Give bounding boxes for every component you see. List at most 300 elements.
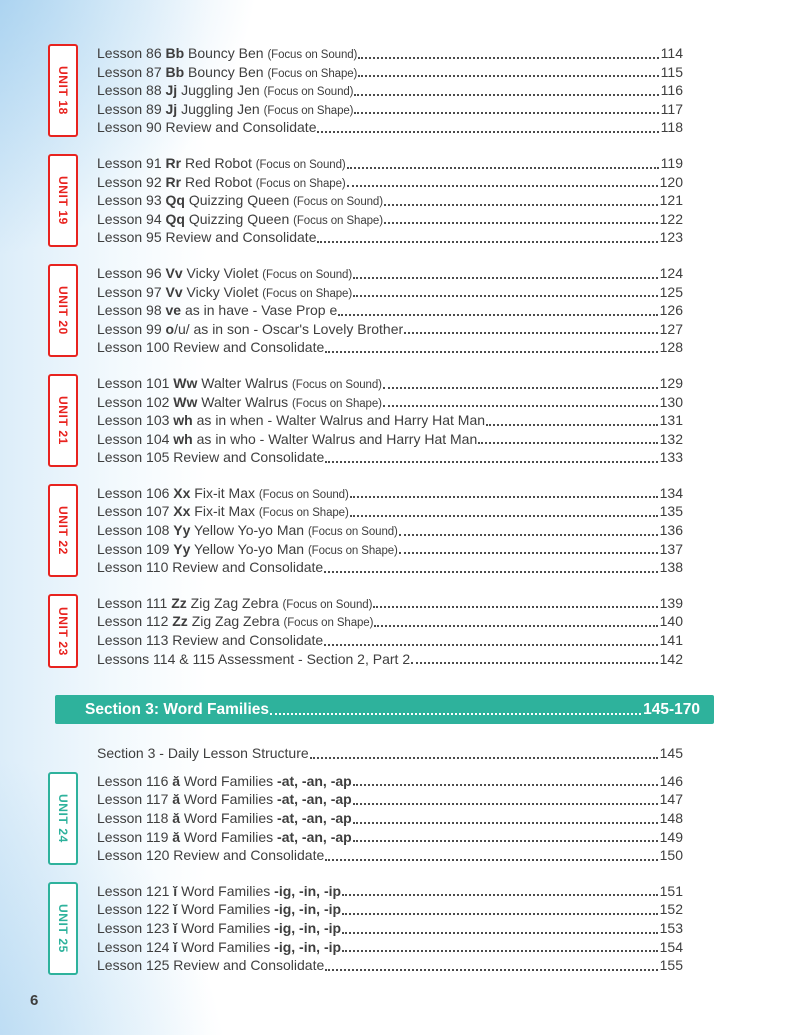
dotted-leader (353, 295, 658, 297)
entry-text-segment: Word Families (177, 938, 275, 955)
entry-text-segment: Zz (172, 613, 188, 630)
toc-entry (97, 650, 683, 669)
dotted-leader (350, 515, 658, 517)
unit-label (48, 154, 78, 247)
entry-text (97, 956, 324, 975)
entry-text (97, 790, 352, 809)
entry-text (97, 484, 349, 505)
entry-text (97, 81, 353, 102)
dotted-leader (347, 185, 658, 187)
section-title: Section 3: Word Families (85, 701, 270, 719)
unit-label (48, 374, 78, 467)
entry-text-segment: ĭ (173, 901, 178, 918)
entry-text-segment: Yy (173, 540, 191, 557)
entry-text-segment: Qq (165, 210, 185, 227)
entry-text (97, 264, 352, 285)
dotted-leader (325, 969, 657, 971)
toc-entry (97, 448, 683, 467)
entry-text (97, 301, 337, 320)
toc-entry (97, 521, 683, 540)
entry-page-number: 132 (659, 430, 683, 447)
entry-text (97, 63, 357, 84)
entry-text-segment: (Focus on Shape) (293, 214, 383, 227)
toc-entry (97, 338, 683, 357)
dotted-leader (358, 57, 658, 59)
toc-entry (97, 631, 683, 650)
toc-entry (97, 173, 683, 192)
toc-entry (97, 320, 683, 339)
entry-text-segment: ă (172, 810, 181, 826)
toc-entry (97, 612, 683, 631)
toc-entry (97, 919, 683, 938)
unit-group (48, 44, 730, 137)
entry-text-segment: Lesson 104 (97, 430, 174, 447)
dotted-leader (353, 277, 658, 279)
entry-text-segment: Lesson 87 (97, 63, 166, 80)
toc-entry (97, 956, 683, 975)
entry-text-segment: (Focus on Sound) (292, 378, 382, 391)
entry-text (97, 283, 352, 304)
entry-text-segment: as in when - Walter Walrus and Harry Hat Man (192, 412, 486, 429)
toc-entry (97, 502, 683, 521)
entry-text (97, 540, 398, 561)
entry-text-segment: o (165, 320, 175, 337)
entry-text-segment: Word Families (180, 828, 278, 845)
unit-group (48, 882, 730, 975)
entry-text-segment: (Focus on Shape) (258, 507, 349, 520)
entry-text-segment: Lesson 125 Review and Consolidate (97, 957, 325, 974)
dotted-leader (373, 606, 657, 608)
toc-entry (97, 882, 683, 901)
entry-text-segment: Rr (165, 173, 182, 190)
entry-text-segment: Zig Zag Zebra (187, 613, 284, 630)
entry-text-segment: Lesson 90 Review and Consolidate (97, 119, 317, 136)
unit-entries (97, 882, 683, 975)
entry-text-segment: Vv (165, 283, 183, 300)
toc-entry (97, 790, 683, 809)
entry-text-segment: Lesson 109 (97, 540, 174, 557)
entry-text-segment: Walter Walrus (197, 393, 293, 410)
unit-entries (97, 374, 683, 467)
entry-text-segment: Fix-it Max (190, 484, 259, 501)
entry-page-number: 146 (659, 772, 683, 789)
section-header-bar (55, 695, 714, 724)
dotted-leader (342, 932, 658, 934)
entry-page-number: 126 (659, 302, 683, 319)
entry-page-number: 114 (660, 45, 683, 61)
entry-page-number: 115 (660, 63, 683, 80)
toc-entry (97, 772, 683, 791)
entry-text-segment: Lesson 103 (97, 412, 174, 429)
dotted-leader (324, 571, 657, 573)
dotted-leader (374, 625, 657, 627)
entry-text-segment: (Focus on Sound) (293, 196, 383, 209)
unit-group (48, 264, 730, 357)
entry-page-number: 139 (659, 594, 683, 611)
unit-label (48, 594, 78, 668)
entry-text (97, 809, 352, 828)
entry-page-number: 153 (659, 919, 683, 936)
dotted-leader (353, 803, 658, 805)
toc-entry (97, 100, 683, 119)
entry-text-segment: -at, -an, -ap (277, 791, 352, 808)
entry-text-segment: (Focus on Sound) (255, 158, 346, 171)
entry-text-segment: Lesson 96 (97, 264, 166, 281)
entry-page-number: 141 (659, 632, 683, 649)
entry-page-number: 154 (659, 938, 683, 955)
entry-text-segment: Lesson 93 (97, 192, 166, 209)
toc-entry (97, 540, 683, 559)
entry-text-segment: Lesson 119 (97, 828, 173, 845)
toc-entry (97, 154, 683, 173)
dotted-leader (353, 822, 658, 824)
unit-label-text: UNIT 20 (56, 285, 70, 335)
entry-text-segment: Red Robot (181, 173, 256, 190)
entry-text-segment: Quizzing Queen (184, 192, 294, 209)
entry-page-number: 117 (660, 100, 683, 117)
entry-text-segment: -ig, -in, -ip (274, 882, 342, 899)
section-page-range: 145-170 (643, 701, 700, 719)
entry-text-segment: Lessons 114 & 115 Assessment - Section 2, Part 2 (97, 650, 411, 667)
entry-text (97, 374, 382, 395)
entry-text (97, 594, 372, 615)
entry-text-segment: Bb (165, 63, 185, 80)
entry-text-segment: Lesson 94 (97, 210, 166, 227)
unit-label-text: UNIT 25 (56, 903, 70, 953)
dotted-leader (384, 222, 658, 224)
entry-page-number: 133 (659, 449, 683, 466)
dotted-leader (383, 405, 658, 407)
unit-label (48, 264, 78, 357)
entry-page-number: 130 (659, 393, 683, 410)
entry-text-segment: Lesson 99 (97, 320, 166, 337)
entry-text-segment: Word Families (180, 772, 278, 789)
toc-entry (97, 430, 683, 449)
entry-page-number: 138 (659, 559, 683, 576)
entry-page-number: 149 (659, 828, 683, 845)
entry-page-number: 155 (659, 957, 683, 974)
entry-text (97, 191, 383, 212)
entry-text-segment: (Focus on Sound) (262, 268, 353, 281)
toc-entry (97, 228, 683, 247)
entry-page-number: 150 (659, 847, 683, 864)
unit-entries (97, 264, 683, 357)
unit-entries (97, 154, 683, 247)
dotted-leader (384, 204, 658, 206)
dotted-leader (353, 840, 658, 842)
toc-entry (97, 301, 683, 320)
dotted-leader (350, 496, 658, 498)
dotted-leader (310, 757, 658, 759)
unit-group (48, 594, 730, 668)
entry-text (97, 938, 341, 957)
entry-text-segment: (Focus on Shape) (255, 177, 346, 190)
entry-text-segment: Vicky Violet (182, 264, 263, 281)
entry-text-segment: Juggling Jen (177, 100, 264, 117)
entry-text-segment: Lesson 101 (97, 374, 174, 391)
unit-label-text: UNIT 19 (56, 176, 70, 225)
dotted-leader (358, 75, 658, 77)
entry-text (97, 118, 316, 137)
entry-text-segment: ĭ (173, 882, 178, 899)
entry-text (97, 320, 403, 339)
dotted-leader (399, 552, 658, 554)
dotted-leader (342, 913, 658, 915)
dotted-leader (317, 241, 657, 243)
entry-text-segment: Lesson 91 (97, 154, 166, 171)
entry-text-segment: Quizzing Queen (184, 210, 294, 227)
entry-text (97, 393, 382, 414)
toc-entry (97, 411, 683, 430)
entry-text-segment: Lesson 118 (97, 810, 173, 826)
entry-text (97, 100, 353, 121)
entry-text-segment: Jj (165, 100, 178, 117)
dotted-leader (383, 387, 658, 389)
entry-page-number: 152 (659, 901, 683, 918)
entry-page-number: 148 (659, 810, 683, 826)
entry-text-segment: ve (165, 302, 182, 319)
entry-text-segment: Zz (171, 594, 187, 611)
entry-text-segment: (Focus on Shape) (283, 617, 374, 630)
entry-text-segment: Bouncy Ben (184, 45, 268, 61)
entry-text-segment: (Focus on Shape) (307, 544, 398, 557)
entry-text-segment: Lesson 117 (97, 791, 173, 808)
entry-page-number: 145 (659, 745, 683, 762)
entry-text-segment: (Focus on Shape) (292, 397, 382, 410)
entry-text-segment: /u/ as in son - Oscar's Lovely Brother (174, 320, 404, 337)
toc-entry (97, 81, 683, 100)
entry-page-number: 131 (659, 412, 683, 429)
entry-text-segment: Lesson 97 (97, 283, 166, 300)
entry-text-segment: Word Families (180, 810, 278, 826)
entry-text-segment: Vicky Violet (182, 283, 263, 300)
entry-text-segment: ă (172, 791, 181, 808)
entry-text-segment: Ww (173, 374, 198, 391)
standalone-entry (97, 744, 683, 763)
entry-text-segment: Lesson 113 Review and Consolidate (97, 632, 324, 649)
entry-text (97, 744, 309, 763)
entry-text-segment: Rr (165, 154, 182, 171)
entry-text-segment: Lesson 110 Review and Consolidate (97, 559, 324, 576)
entry-text-segment: Lesson 105 Review and Consolidate (97, 449, 325, 466)
entry-page-number: 142 (659, 650, 683, 667)
entry-text-segment: wh (173, 412, 193, 429)
entry-text-segment: Ww (173, 393, 198, 410)
toc-entry (97, 594, 683, 613)
entry-page-number: 147 (659, 791, 683, 808)
entry-text-segment: Lesson 116 (97, 772, 173, 789)
entry-text-segment: Walter Walrus (197, 374, 293, 391)
entry-text-segment: (Focus on Sound) (258, 488, 349, 501)
entry-text-segment: Lesson 111 (97, 594, 172, 611)
dotted-leader (325, 859, 657, 861)
unit-group (48, 374, 730, 467)
dotted-leader (354, 112, 658, 114)
entry-page-number: 122 (659, 210, 683, 227)
toc-entry (97, 900, 683, 919)
entry-text-segment: (Focus on Sound) (263, 86, 354, 99)
entry-text-segment: Word Families (177, 919, 275, 936)
entry-text-segment: -ig, -in, -ip (274, 919, 342, 936)
entry-text-segment: wh (173, 430, 193, 447)
unit-group (48, 154, 730, 247)
entry-text-segment: ă (172, 772, 181, 789)
entry-text-segment: Lesson 112 (97, 613, 173, 630)
toc-entry (97, 393, 683, 412)
entry-text-segment: Juggling Jen (177, 82, 264, 99)
entry-page-number: 134 (659, 484, 683, 501)
entry-text-segment: ă (172, 828, 181, 845)
dotted-leader (354, 94, 658, 96)
entry-text-segment: Bouncy Ben (184, 63, 268, 80)
dotted-leader (342, 894, 658, 896)
entry-text (97, 846, 324, 865)
unit-group (48, 484, 730, 577)
entry-text (97, 154, 346, 175)
toc-entry (97, 938, 683, 957)
entry-text-segment: Lesson 121 (97, 882, 174, 899)
toc-entry (97, 744, 683, 763)
entry-page-number: 120 (659, 173, 683, 190)
entry-text (97, 210, 383, 231)
entry-text-segment: Lesson 122 (97, 901, 174, 918)
entry-text (97, 558, 323, 577)
entry-page-number: 140 (659, 613, 683, 630)
entry-text-segment: (Focus on Shape) (267, 67, 358, 80)
unit-label (48, 44, 78, 137)
toc-entry (97, 44, 683, 63)
entry-page-number: 128 (659, 339, 683, 356)
page-footer-number: 6 (30, 991, 39, 1009)
dotted-leader (342, 950, 658, 952)
entry-text-segment: (Focus on Sound) (307, 526, 398, 539)
toc-entry (97, 374, 683, 393)
entry-text-segment: -at, -an, -ap (277, 810, 352, 826)
unit-entries (97, 772, 683, 865)
unit-label-text: UNIT 23 (56, 606, 70, 656)
dotted-leader (270, 713, 641, 715)
dotted-leader (324, 644, 657, 646)
toc-entry (97, 828, 683, 847)
toc-entry (97, 846, 683, 865)
entry-page-number: 135 (659, 503, 683, 520)
entry-text (97, 411, 485, 430)
entry-text-segment: Qq (165, 192, 185, 209)
entry-text-segment: Lesson 102 (97, 393, 174, 410)
toc-entry (97, 191, 683, 210)
dotted-leader (325, 461, 657, 463)
entry-page-number: 116 (660, 82, 683, 99)
entry-text-segment: as in who - Walter Walrus and Harry Hat Man (192, 430, 478, 447)
unit-label-text: UNIT 18 (56, 66, 70, 115)
entry-text-segment: Word Families (177, 882, 275, 899)
entry-text-segment: (Focus on Sound) (282, 598, 373, 611)
entry-text-segment: Zig Zag Zebra (186, 594, 283, 611)
entry-text-segment: Word Families (177, 901, 275, 918)
entry-text-segment: Lesson 120 Review and Consolidate (97, 847, 325, 864)
unit-label-text: UNIT 22 (56, 505, 70, 555)
entry-text (97, 173, 346, 194)
entry-text-segment: Lesson 108 (97, 522, 174, 539)
entry-page-number: 121 (659, 192, 683, 209)
entry-text (97, 900, 341, 919)
dotted-leader (338, 314, 657, 316)
entry-text (97, 430, 477, 449)
unit-label (48, 484, 78, 577)
dotted-leader (325, 351, 657, 353)
entry-text (97, 882, 341, 901)
entry-text-segment: Yy (173, 522, 191, 539)
entry-text-segment: Lesson 124 (97, 938, 174, 955)
entry-text-segment: Yellow Yo-yo Man (190, 540, 308, 557)
entry-text-segment: Lesson 95 Review and Consolidate (97, 229, 317, 246)
entry-text-segment: -at, -an, -ap (277, 772, 352, 789)
entry-text-segment: Lesson 98 (97, 302, 166, 319)
unit-entries (97, 594, 683, 668)
entry-text (97, 502, 349, 523)
entry-text (97, 919, 341, 938)
entry-text-segment: Vv (165, 264, 183, 281)
entry-page-number: 119 (660, 154, 683, 171)
entry-page-number: 137 (659, 540, 683, 557)
entry-page-number: 151 (659, 882, 683, 899)
entry-page-number: 118 (660, 119, 683, 136)
entry-text-segment: Jj (165, 82, 178, 99)
dotted-leader (411, 662, 658, 664)
entry-text (97, 521, 398, 542)
unit-label-text: UNIT 21 (56, 395, 70, 445)
entry-page-number: 124 (659, 264, 683, 281)
entry-text-segment: Xx (173, 484, 191, 501)
entry-text-segment: -ig, -in, -ip (274, 901, 342, 918)
unit-entries (97, 44, 683, 137)
entry-text-segment: -at, -an, -ap (277, 828, 352, 845)
unit-label (48, 882, 78, 975)
entry-text (97, 338, 324, 357)
entry-text (97, 631, 323, 650)
entry-text-segment: as in have - Vase Prop e (181, 302, 338, 319)
dotted-leader (478, 442, 657, 444)
dotted-leader (317, 131, 658, 133)
entry-text (97, 772, 352, 791)
entry-text-segment: (Focus on Shape) (262, 287, 353, 300)
entry-text (97, 650, 410, 669)
entry-text-segment: Lesson 100 Review and Consolidate (97, 339, 325, 356)
entry-text-segment: (Focus on Sound) (267, 49, 358, 61)
entry-text-segment: Lesson 123 (97, 919, 174, 936)
entry-page-number: 129 (659, 374, 683, 391)
entry-text-segment: Lesson 92 (97, 173, 166, 190)
entry-text-segment: Fix-it Max (190, 503, 259, 520)
entry-page-number: 127 (659, 320, 683, 337)
entry-page-number: 125 (659, 283, 683, 300)
entry-text-segment: Lesson 106 (97, 484, 174, 501)
entry-text-segment: Red Robot (181, 154, 256, 171)
entry-text-segment: -ig, -in, -ip (274, 938, 342, 955)
entry-page-number: 123 (659, 229, 683, 246)
toc-entry (97, 63, 683, 82)
toc-entry (97, 809, 683, 828)
unit-label-text: UNIT 24 (56, 793, 70, 843)
entry-text-segment: Word Families (180, 791, 278, 808)
entry-text-segment: ĭ (173, 919, 178, 936)
dotted-leader (347, 167, 659, 169)
dotted-leader (353, 784, 658, 786)
entry-page-number: 136 (659, 522, 683, 539)
dotted-leader (404, 332, 657, 334)
entry-text (97, 612, 373, 633)
entry-text-segment: Lesson 89 (97, 100, 166, 117)
